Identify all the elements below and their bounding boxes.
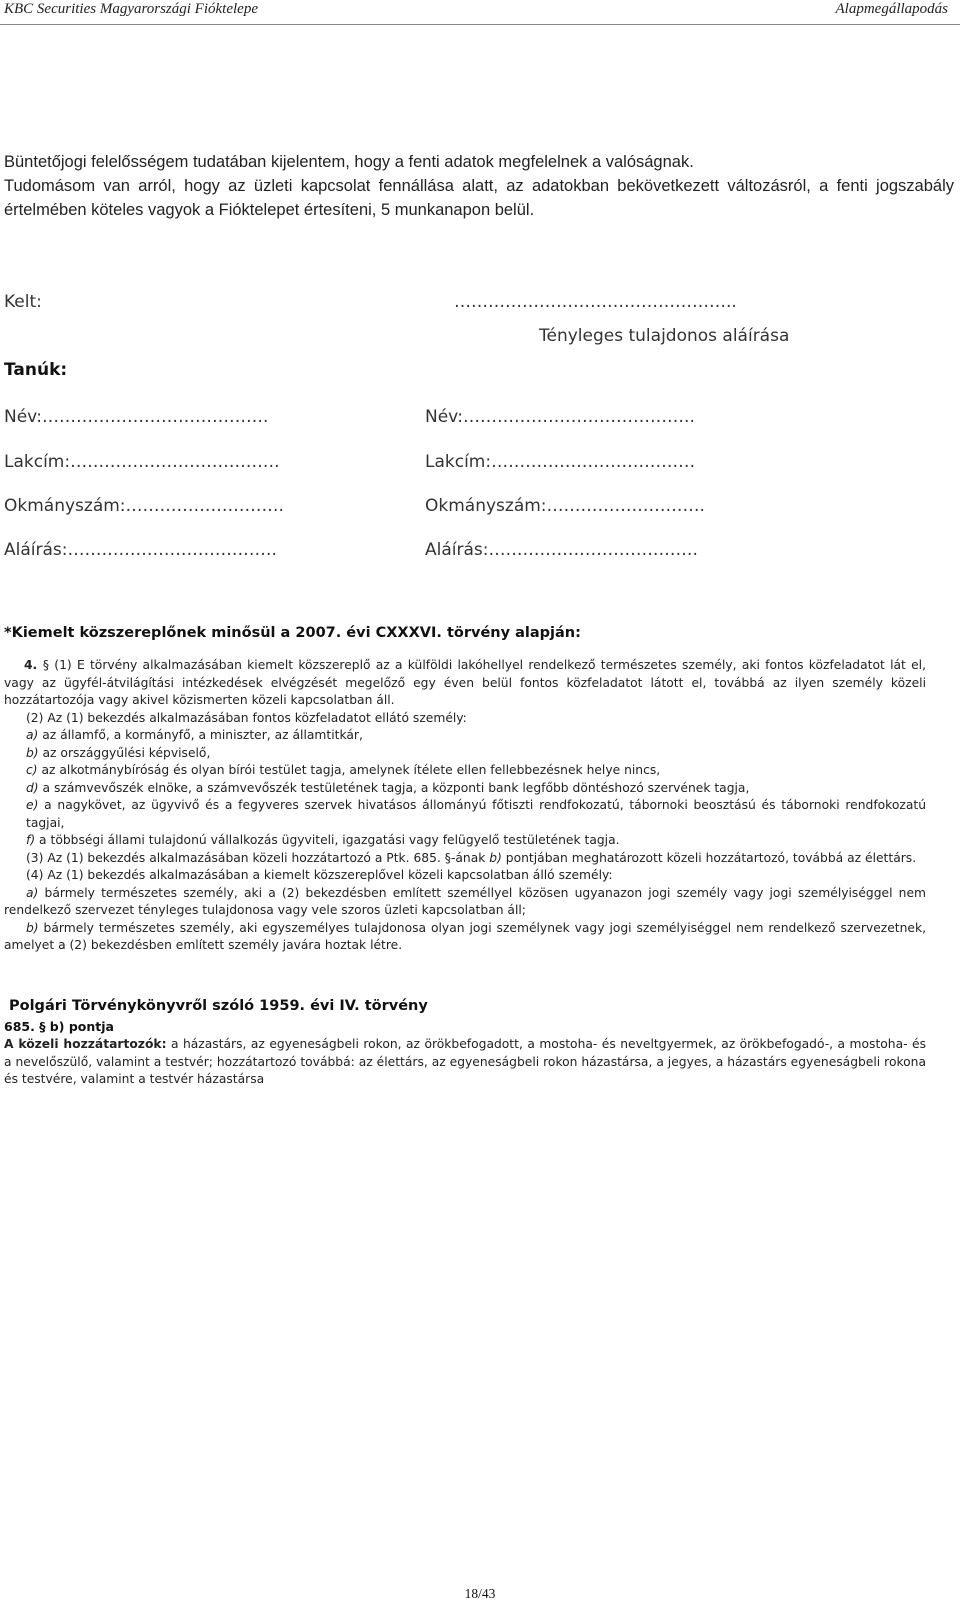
- witness1-id-number-field: Okmányszám:……………………….: [4, 496, 284, 516]
- section-sign: §: [42, 658, 50, 672]
- witness1-address-field: Lakcím:……………………………….: [4, 452, 280, 472]
- note-item-a: a) az államfő, a kormányfő, a miniszter, az államtitkár,: [26, 728, 363, 742]
- section-number: 4.: [24, 658, 43, 672]
- ptk-definition-text: a házastárs, az egyeneságbeli rokon, az örökbefogadott, a mostoha- és neveltgyermek, az örökbefogadó-, a mostoha- és a nevelőszülő, valamint a testvér; hozzátartozó továbbá: az élettárs, az egyeneságbeli rokon házastársa, a jegyes, a házastárs egyeneságbeli rokona és testvére, valamint a testvér házastársa: [4, 1037, 926, 1086]
- witness2-name-field: Név:…………………………………..: [425, 407, 695, 427]
- note-paragraph-4b: b) bármely természetes személy, aki egyszemélyes tulajdonosa olyan jogi személynek vagy jogi személyiséggel nem rendelkező szervezetnek, amelyet a (2) bekezdésben említett személy javára hoztak létre.: [4, 920, 926, 952]
- page-number: 18/43: [464, 1586, 496, 1601]
- note-paragraph-2: (2) Az (1) bekezdés alkalmazásában fontos közfeladatot ellátó személy:: [26, 710, 467, 725]
- header-left-title: KBC Securities Magyarországi Fióktelepe: [4, 1, 258, 17]
- header-divider: [0, 24, 960, 25]
- ptk-title: Polgári Törvénykönyvről szóló 1959. évi IV. törvény: [9, 998, 428, 1014]
- note-item-c: c) az alkotmánybíróság és olyan bírói testület tagja, amelynek ítélete ellen fellebbezésnek helye nincs,: [26, 763, 661, 777]
- witness1-signature-field: Aláírás:……………………………….: [4, 540, 277, 560]
- owner-signature-line: …………………………………………..: [454, 292, 737, 312]
- note-paragraph-3: (3) Az (1) bekezdés alkalmazásában közeli hozzátartozó a Ptk. 685. §-ának b) pontjában meghatározott közeli hozzátartozó, továbbá az élettárs.: [26, 850, 917, 865]
- section-sign: §: [444, 850, 451, 865]
- note-paragraph-4a: a) bármely természetes személy, aki a (2) bekezdésben említett személlyel közösen ugyanazon jogi személy vagy jogi személyiséggel nem rendelkező szervezet tényleges tulajdonosa vagy vele szoros üzleti kapcsolatban áll;: [4, 885, 926, 917]
- note-paragraph-1-text: (1) E törvény alkalmazásában kiemelt közszereplő az a külföldi lakóhellyel rendelkező természetes személy, aki fontos közfeladatot lát el, vagy az ügyfél-átvilágítási intézkedések elvégzését megelőző egy éven belül fontos közfeladatot látott el, továbbá az ilyen személy közeli hozzátartozója vagy akivel közismerten közeli kapcsolatban áll.: [4, 658, 926, 707]
- witnesses-label: Tanúk:: [4, 360, 68, 380]
- note-body: [4, 657, 926, 955]
- declaration-line-2: Tudomásom van arról, hogy az üzleti kapcsolat fennállása alatt, az adatokban bekövetkezett változásról, a fenti jogszabály értelmében köteles vagyok a Fióktelepet értesíteni, 5 munkanapon belül.: [4, 177, 954, 219]
- header-right-title: Alapmegállapodás: [835, 1, 948, 17]
- note-paragraph-1: [4, 657, 926, 710]
- witness2-address-field: Lakcím:………………………………: [425, 452, 696, 472]
- note-paragraph-4: (4) Az (1) bekezdés alkalmazásában a kiemelt közszereplővel közeli kapcsolatban álló személy:: [26, 868, 613, 882]
- kelt-label: Kelt:: [4, 292, 42, 312]
- section-sign: §: [39, 1019, 46, 1034]
- witness2-id-number-field: Okmányszám:……………………….: [425, 496, 705, 516]
- declaration: [4, 150, 954, 222]
- declaration-line-1: Büntetőjogi felelősségem tudatában kijelentem, hogy a fenti adatok megfelelnek a valóságnak.: [4, 153, 694, 171]
- ptk-definition-term: A közeli hozzátartozók:: [4, 1037, 167, 1051]
- witness1-name-field: Név:………………………………….: [4, 407, 269, 427]
- ptk-definition: [4, 1036, 926, 1089]
- note-item-b: b) az országgyűlési képviselő,: [26, 745, 211, 760]
- owner-signature-caption: Tényleges tulajdonos aláírása: [539, 326, 790, 346]
- note-item-f: f) a többségi állami tulajdonú vállalkozás ügyviteli, igazgatási vagy felügyelő testületének tagja.: [26, 833, 620, 847]
- witness2-signature-field: Aláírás:……………………………….: [425, 540, 698, 560]
- note-item-d: d) a számvevőszék elnöke, a számvevőszék testületének tagja, a központi bank legfőbb döntéshozó szervének tagja,: [26, 780, 750, 795]
- note-title: *Kiemelt közszereplőnek minősül a 2007. évi CXXXVI. törvény alapján:: [4, 625, 581, 641]
- note-item-e: e) a nagykövet, az ügyvivő és a fegyveres szervek hivatásos állományú főtiszti rendfokozatú, tábornoki beosztású és tábornoki rendfokozatú tagjai,: [26, 798, 926, 830]
- ptk-subtitle: 685. § b) pontja: [4, 1019, 114, 1034]
